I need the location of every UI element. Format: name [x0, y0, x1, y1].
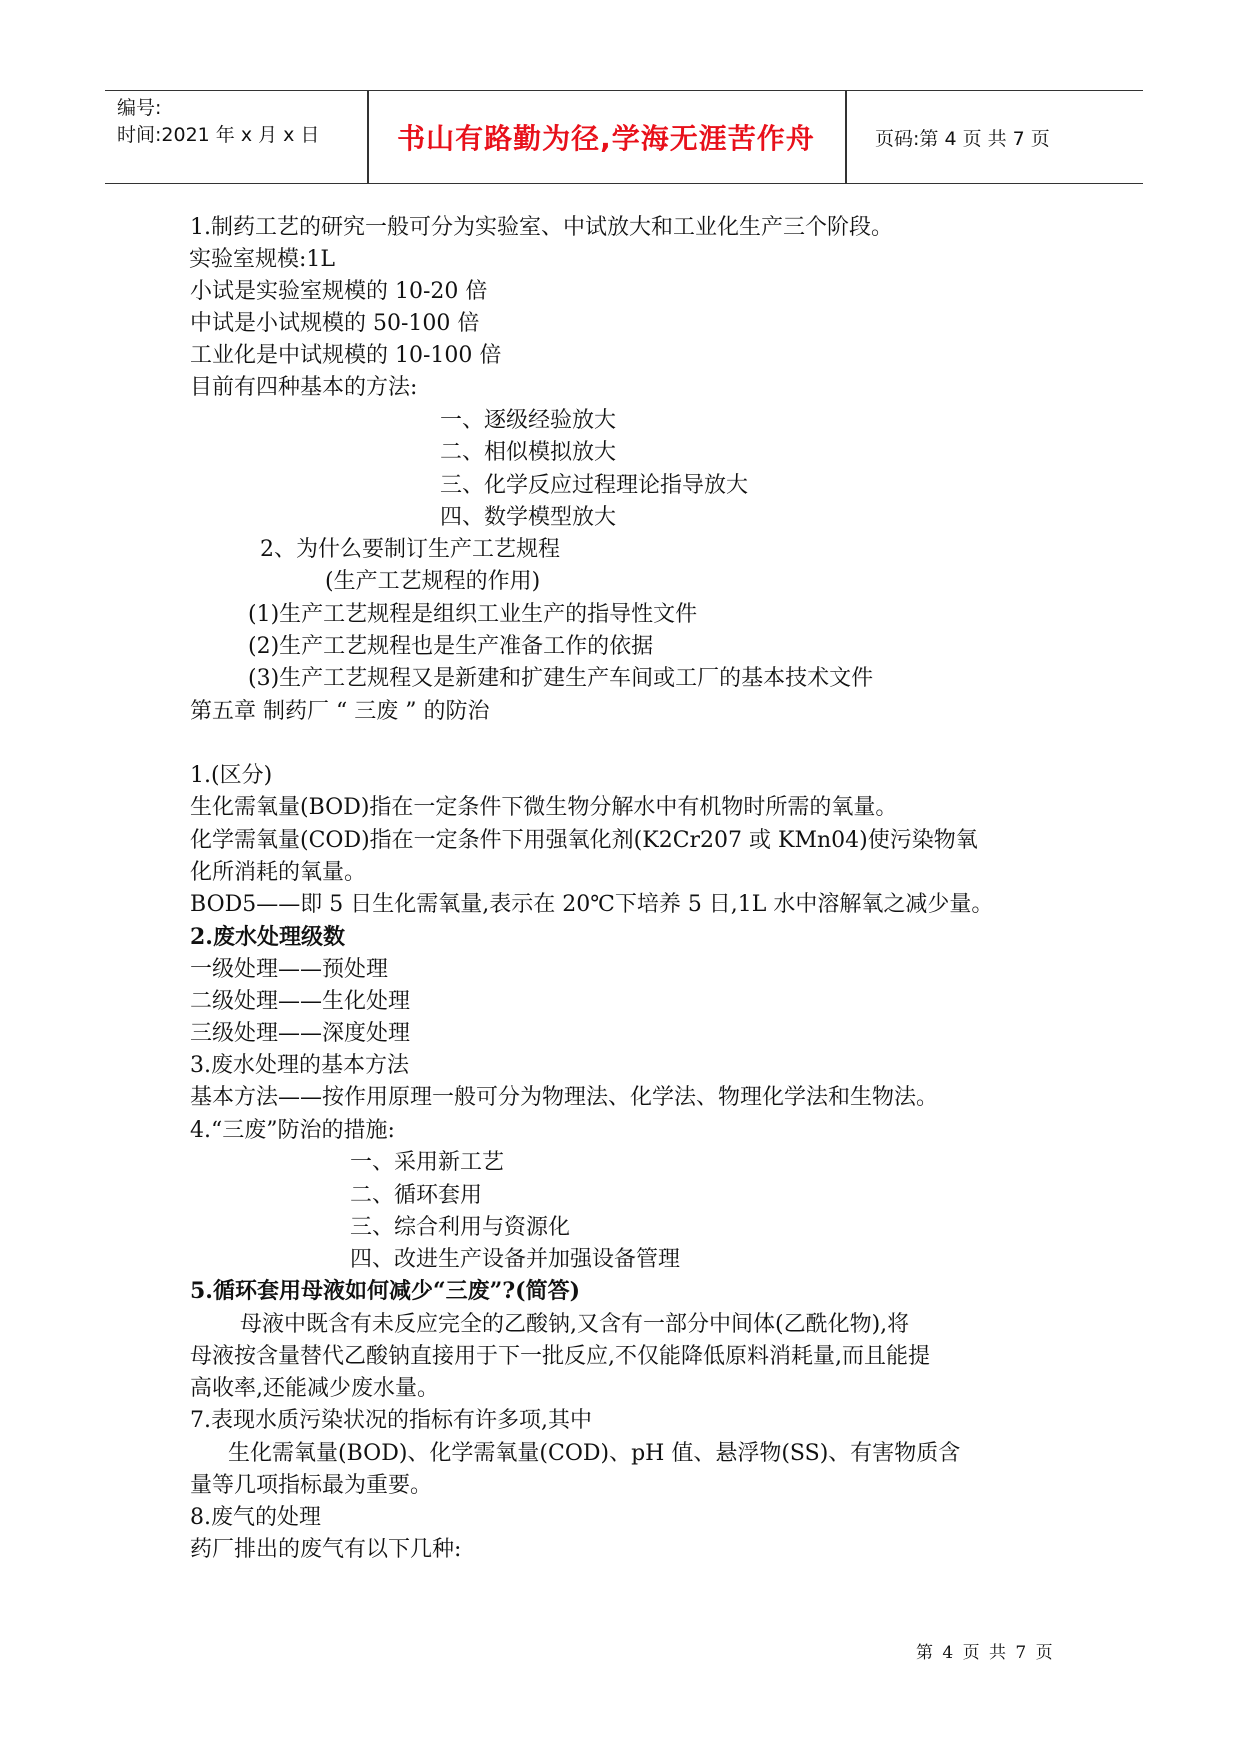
text-line: 中试是小试规模的 50-100 倍 — [190, 311, 480, 336]
text-line: (1)生产工艺规程是组织工业生产的指导性文件 — [248, 602, 698, 627]
text-line: 化所消耗的氧量。 — [190, 860, 367, 885]
text-line: (2)生产工艺规程也是生产准备工作的依据 — [248, 634, 654, 659]
text-line: 一级处理——预处理 — [190, 957, 389, 982]
chapter-heading: 第五章 制药厂 “ 三废 ” 的防治 — [190, 699, 490, 724]
text-line: 四、数学模型放大 — [440, 505, 617, 530]
page-header — [105, 90, 1143, 184]
text-line: 量等几项指标最为重要。 — [190, 1473, 433, 1498]
text-line: 母液中既含有未反应完全的乙酸钠,又含有一部分中间体(乙酰化物),将 — [240, 1312, 910, 1337]
text-line: 1.(区分) — [190, 763, 273, 788]
text-line: 2、为什么要制订生产工艺规程 — [260, 537, 560, 562]
text-line: 一、逐级经验放大 — [440, 408, 617, 433]
text-line: 一、采用新工艺 — [350, 1150, 505, 1175]
header-motto: 书山有路勤为径,学海无涯苦作舟 — [397, 122, 815, 155]
text-line: 生化需氧量(BOD)指在一定条件下微生物分解水中有机物时所需的氧量。 — [190, 795, 898, 820]
text-line: 目前有四种基本的方法: — [190, 375, 418, 400]
text-line: 8.废气的处理 — [190, 1505, 321, 1530]
text-line: 实验室规模:1L — [189, 247, 336, 272]
text-line: 二级处理——生化处理 — [190, 989, 411, 1014]
text-line: 小试是实验室规模的 10-20 倍 — [190, 279, 488, 304]
text-line: 3.废水处理的基本方法 — [190, 1053, 409, 1078]
section-heading: 5.循环套用母液如何减少“三废”?(简答) — [190, 1278, 580, 1304]
text-line: 7.表现水质污染状况的指标有许多项,其中 — [190, 1408, 592, 1433]
text-line: 化学需氧量(COD)指在一定条件下用强氧化剂(K2Cr207 或 KMn04)使污染物氧 — [190, 828, 978, 853]
text-line: (生产工艺规程的作用) — [325, 569, 541, 594]
text-line: 高收率,还能减少废水量。 — [190, 1376, 439, 1401]
text-line: 二、相似模拟放大 — [440, 440, 617, 465]
text-line: 二、循环套用 — [350, 1183, 483, 1208]
text-line: 4.“三废”防治的措施: — [190, 1118, 395, 1143]
header-divider-right — [845, 91, 847, 183]
text-line: (3)生产工艺规程又是新建和扩建生产车间或工厂的基本技术文件 — [248, 666, 874, 691]
text-line: 三级处理——深度处理 — [190, 1021, 411, 1046]
time-label: 时间:2021 年 x 月 x 日 — [117, 124, 320, 146]
section-heading: 2.废水处理级数 — [190, 924, 345, 950]
text-line: 基本方法——按作用原理一般可分为物理法、化学法、物理化学法和生物法。 — [190, 1085, 939, 1110]
text-line: 母液按含量替代乙酸钠直接用于下一批反应,不仅能降低原料消耗量,而且能提 — [190, 1344, 930, 1369]
header-left — [117, 95, 319, 149]
text-line: 工业化是中试规模的 10-100 倍 — [190, 343, 502, 368]
text-line: 三、综合利用与资源化 — [350, 1215, 571, 1240]
text-line: 药厂排出的废气有以下几种: — [190, 1537, 462, 1562]
page-footer: 第 4 页 共 7 页 — [916, 1643, 1055, 1663]
text-line: 四、改进生产设备并加强设备管理 — [350, 1247, 681, 1272]
text-line: 三、化学反应过程理论指导放大 — [440, 473, 749, 498]
text-line: 生化需氧量(BOD)、化学需氧量(COD)、pH 值、悬浮物(SS)、有害物质含 — [228, 1441, 961, 1466]
header-page-label: 页码:第 4 页 共 7 页 — [875, 127, 1050, 150]
text-line: BOD5——即 5 日生化需氧量,表示在 20℃下培养 5 日,1L 水中溶解氧之减少量。 — [190, 892, 994, 917]
number-label: 编号: — [117, 97, 162, 119]
text-line: 1.制药工艺的研究一般可分为实验室、中试放大和工业化生产三个阶段。 — [190, 215, 893, 240]
